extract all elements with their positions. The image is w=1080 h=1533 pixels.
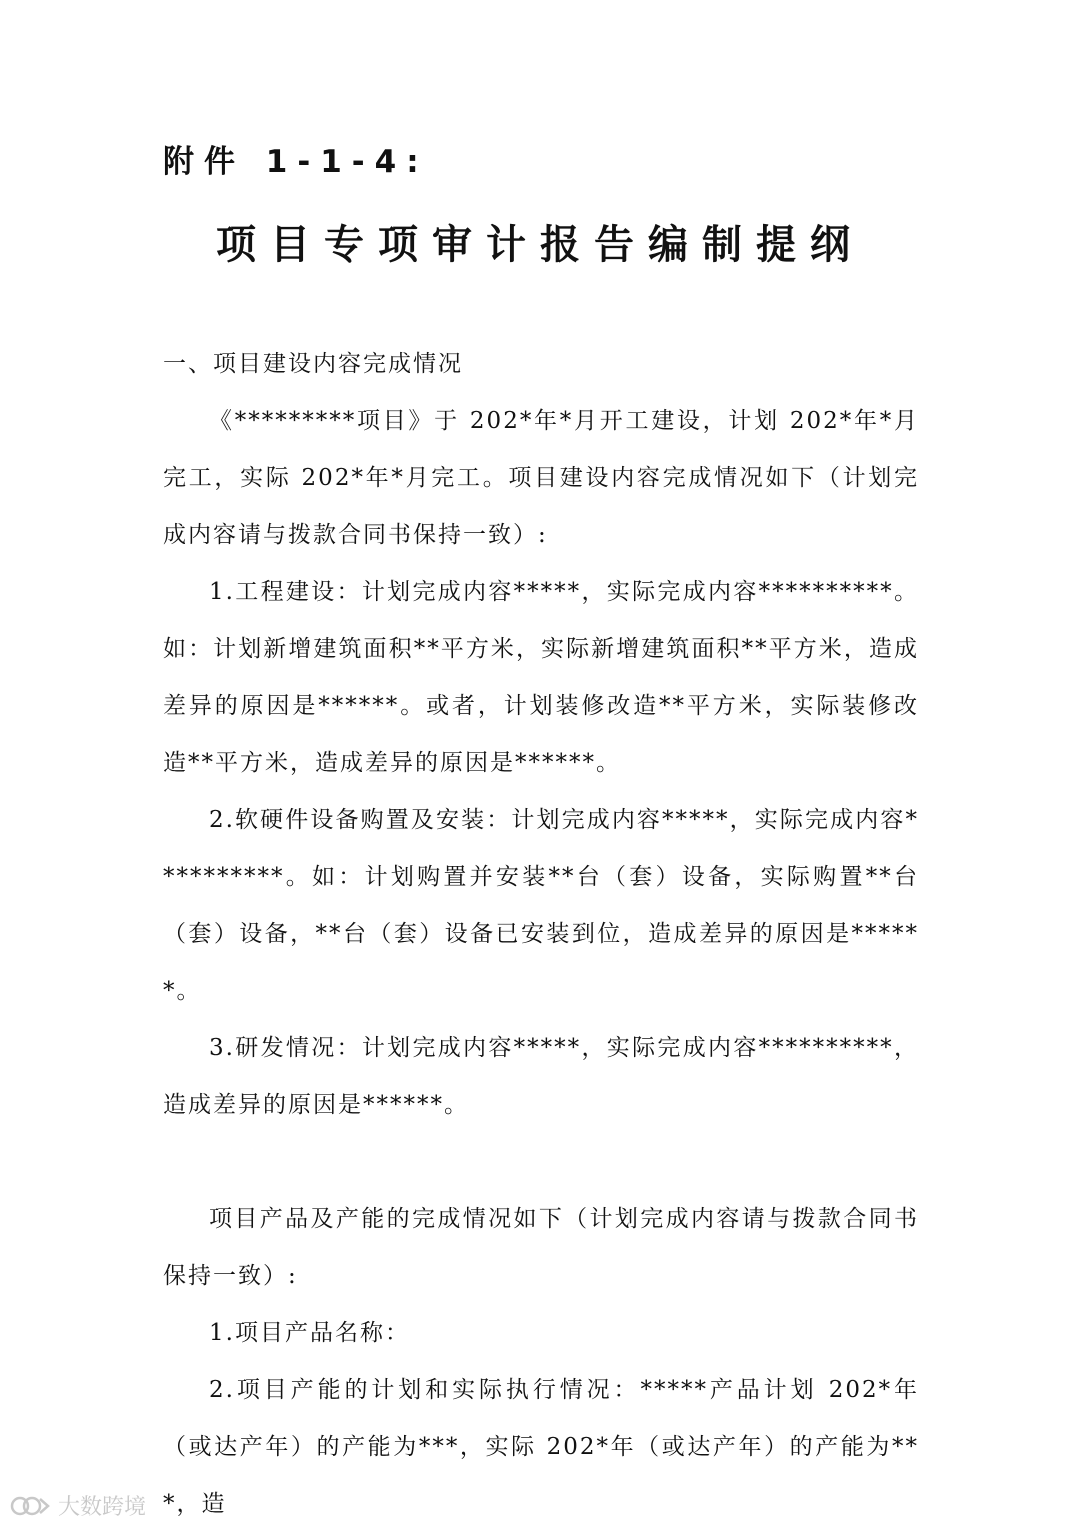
document-title: 项目专项审计报告编制提纲 [216, 222, 864, 268]
attachment-label: 附件 1-1-4: [163, 144, 429, 180]
paragraph-rnd: 3.研发情况：计划完成内容*****，实际完成内容**********，造成差异的原因是******。 [163, 1035, 919, 1118]
watermark [10, 1490, 146, 1521]
document-body [163, 336, 919, 1533]
paragraph-intro: 《*********项目》于 202*年*月开工建设，计划 202*年*月完工，实际 202*年*月完工。项目建设内容完成情况如下（计划完成内容请与拨款合同书保持一致）: [163, 408, 919, 548]
paragraph-equipment: 2.软硬件设备购置及安装：计划完成内容*****，实际完成内容**********。如：计划购置并安装**台（套）设备，实际购置**台（套）设备，**台（套）设备已安装到位，造成差异的原因是******。 [163, 807, 919, 1004]
paragraph-capacity: 2.项目产能的计划和实际执行情况：*****产品计划 202*年（或达产年）的产能为***，实际 202*年（或达产年）的产能为***，造 [163, 1377, 919, 1517]
watermark-text: 大数跨境 [58, 1495, 147, 1520]
paragraph-product-name: 1.项目产品名称： [209, 1320, 410, 1346]
paragraph-engineering: 1.工程建设：计划完成内容*****，实际完成内容**********。如：计划新增建筑面积**平方米，实际新增建筑面积**平方米，造成差异的原因是******。或者，计划装修改造**平方米，实际装修改造**平方米，造成差异的原因是******。 [163, 579, 919, 776]
brand-logo-icon [10, 1493, 52, 1519]
paragraph-products-intro: 项目产品及产能的完成情况如下（计划完成内容请与拨款合同书保持一致）: [163, 1206, 919, 1289]
section-spacer [163, 1134, 919, 1191]
section-heading: 一、项目建设内容完成情况 [163, 351, 463, 377]
